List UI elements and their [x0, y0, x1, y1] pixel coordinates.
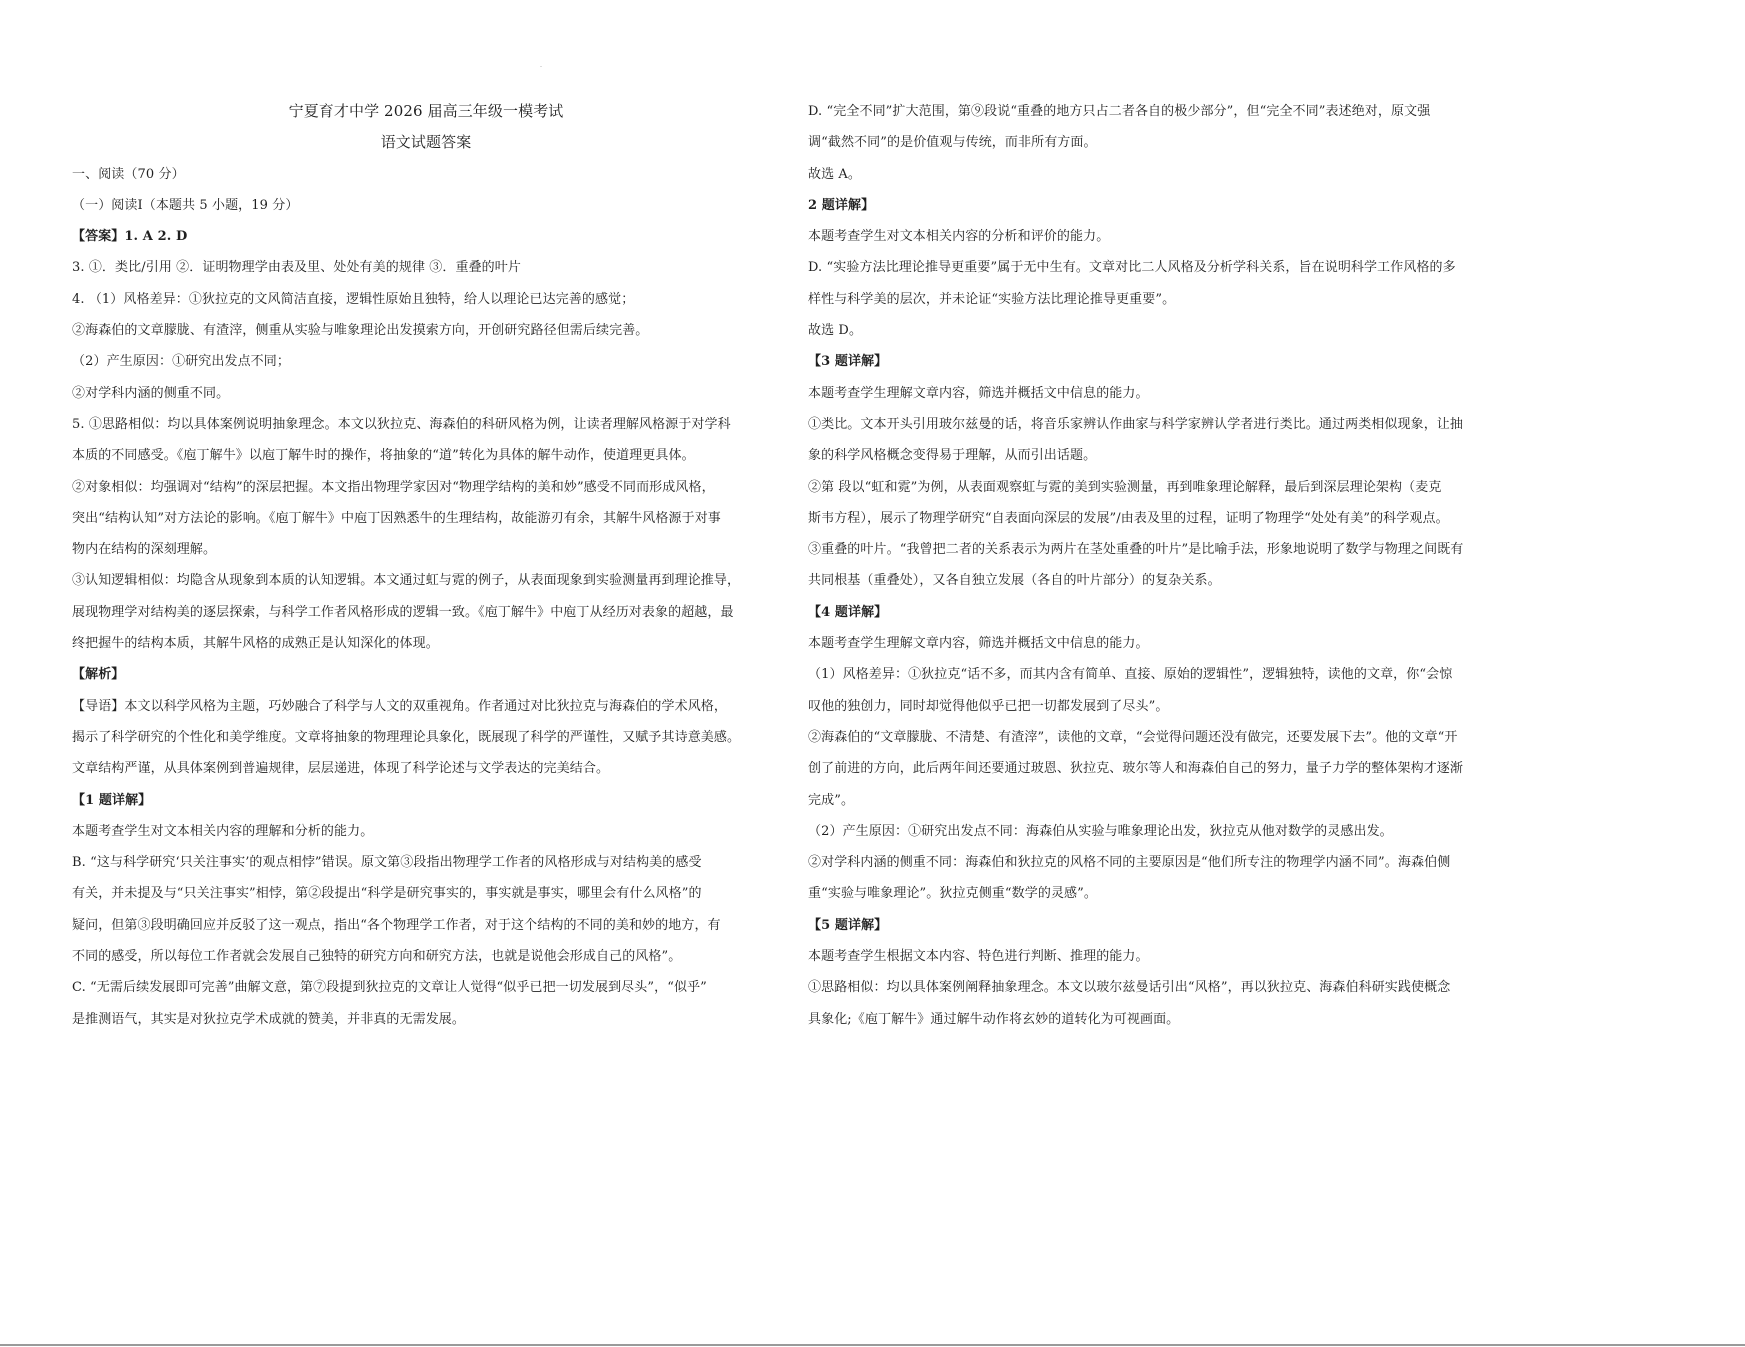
text-line: ②海森伯的文章朦胧、有渣滓，侧重从实验与唯象理论出发摸索方向，开创研究路径但需后续完善。	[72, 323, 649, 339]
text-line: 本质的不同感受。《庖丁解牛》以庖丁解牛时的操作，将抽象的“道”转化为具体的解牛动作，使道理更具体。	[72, 448, 695, 464]
text-line: （2）产生原因：①研究出发点不同：海森伯从实验与唯象理论出发，狄拉克从他对数学的灵感出发。	[808, 823, 1393, 839]
text-line: ②海森伯的“文章朦胧、不清楚、有渣滓”，读他的文章，“会觉得问题还没有做完，还要发展下去”。他的文章“开	[808, 729, 1458, 745]
text-line: ③重叠的叶片。“我曾把二者的关系表示为两片在茎处重叠的叶片”是比喻手法，形象地说明了数学与物理之间既有	[808, 542, 1464, 558]
text-line: 重“实验与唯象理论”。狄拉克侧重“数学的灵感”。	[808, 886, 1097, 902]
left-column	[72, 96, 780, 1035]
text-line: 本题考查学生理解文章内容，筛选并概括文中信息的能力。	[808, 385, 1149, 401]
text-line: ①类比。文本开头引用玻尔兹曼的话，将音乐家辨认作曲家与科学家辨认学者进行类比。通过两类相似现象，让抽	[808, 416, 1464, 432]
text-line: 本题考查学生对文本相关内容的分析和评价的能力。	[808, 229, 1110, 245]
text-line: 创了前进的方向，此后两年间还要通过玻恩、狄拉克、玻尔等人和海森伯自己的努力，量子力学的整体架构才逐渐	[808, 761, 1464, 777]
section-heading: 【解析】	[72, 667, 125, 683]
text-line: 调“截然不同”的是价值观与传统，而非所有方面。	[808, 135, 1097, 151]
text-line: ③认知逻辑相似：均隐含从现象到本质的认知逻辑。本文通过虹与霓的例子，从表面现象到实验测量再到理论推导，	[72, 573, 741, 589]
section-heading: 【1 题详解】	[72, 792, 152, 808]
text-line: 展现物理学对结构美的逐层探索，与科学工作者风格形成的逻辑一致。《庖丁解牛》中庖丁从经历对表象的超越，最	[72, 604, 734, 620]
text-line: 叹他的独创力，同时却觉得他似乎已把一切都发展到了尽头”。	[808, 698, 1169, 714]
text-line: 本题考查学生理解文章内容，筛选并概括文中信息的能力。	[808, 636, 1149, 652]
text-line: 疑问，但第③段明确回应并反驳了这一观点，指出“各个物理学工作者，对于这个结构的不同的美和妙的地方，有	[72, 917, 721, 933]
text-line: ①思路相似：均以具体案例阐释抽象理念。本文以玻尔兹曼话引出“风格”，再以狄拉克、海森伯科研实践使概念	[808, 980, 1451, 996]
right-column	[808, 96, 1518, 1035]
text-line: B. “这与科学研究‘只关注事实’的观点相悖”错误。原文第③段指出物理学工作者的风格形成与对结构美的感受	[72, 855, 702, 871]
text-line: 样性与科学美的层次，并未论证“实验方法比理论推导更重要”。	[808, 291, 1176, 307]
text-line: 故选 D。	[808, 323, 863, 339]
text-line: D. “实验方法比理论推导更重要”属于无中生有。文章对比二人风格及分析学科关系，旨在说明科学工作风格的多	[808, 260, 1456, 276]
scan-speck	[540, 66, 542, 67]
text-line: 4. （1）风格差异：①狄拉克的文风简洁直接，逻辑性原始且独特，给人以理论已达完善的感觉；	[72, 291, 635, 307]
text-line: ②第 段以“虹和霓”为例，从表面观察虹与霓的美到实验测量，再到唯象理论解释，最后到深层理论架构（麦克	[808, 479, 1442, 495]
text-line: 物内在结构的深刻理解。	[72, 542, 217, 558]
text-line: 是推测语气，其实是对狄拉克学术成就的赞美，并非真的无需发展。	[72, 1011, 466, 1027]
section-heading: 【4 题详解】	[808, 604, 888, 620]
page-title-line: 宁夏育才中学 2026 届高三年级一模考试	[288, 102, 564, 120]
text-line: ②对学科内涵的侧重不同：海森伯和狄拉克的风格不同的主要原因是“他们所专注的物理学内涵不同”。海森伯侧	[808, 855, 1451, 871]
text-line: 具象化;《庖丁解牛》通过解牛动作将玄妙的道转化为可视画面。	[808, 1011, 1180, 1027]
text-line: 斯韦方程），展示了物理学研究“自表面向深层的发展”/由表及里的过程，证明了物理学“处处有美”的科学观点。	[808, 510, 1449, 526]
section-heading: 【3 题详解】	[808, 354, 888, 370]
text-line: （一）阅读Ⅰ（本题共 5 小题，19 分）	[72, 197, 299, 213]
text-line: D. “完全不同”扩大范围，第⑨段说“重叠的地方只占二者各自的极少部分”，但“完全不同”表述绝对，原文强	[808, 104, 1431, 119]
section-heading: 2 题详解】	[808, 197, 875, 213]
text-line: 5. ①思路相似：均以具体案例说明抽象理念。本文以狄拉克、海森伯的科研风格为例，让读者理解风格源于对学科	[72, 416, 731, 432]
page-title-line: 语文试题答案	[380, 133, 472, 152]
text-line: 文章结构严谨，从具体案例到普遍规律，层层递进，体现了科学论述与文学表达的完美结合。	[72, 761, 610, 777]
text-line: 一、阅读（70 分）	[72, 166, 185, 182]
section-heading: 【答案】1. A 2. D	[72, 229, 188, 245]
text-line: （2）产生原因：①研究出发点不同；	[72, 354, 290, 370]
text-line: 完成”。	[808, 792, 855, 808]
text-line: ②对学科内涵的侧重不同。	[72, 385, 230, 401]
text-line: 共同根基（重叠处），又各自独立发展（各自的叶片部分）的复杂关系。	[808, 573, 1221, 589]
text-line: 突出“结构认知”对方法论的影响。《庖丁解牛》中庖丁因熟悉牛的生理结构，故能游刃有余，其解牛风格源于对事	[72, 510, 721, 526]
text-line: 3. ①．类比/引用 ②．证明物理学由表及里、处处有美的规律 ③．重叠的叶片	[72, 260, 521, 276]
text-line: 故选 A。	[808, 166, 862, 182]
page-bottom-border	[0, 1344, 1745, 1346]
text-line: 本题考查学生根据文本内容、特色进行判断、推理的能力。	[808, 949, 1149, 965]
text-line: 【导语】本文以科学风格为主题，巧妙融合了科学与人文的双重视角。作者通过对比狄拉克与海森伯的学术风格，	[72, 698, 728, 714]
text-line: （1）风格差异：①狄拉克“话不多，而其内含有简单、直接、原始的逻辑性”，逻辑独特，读他的文章，你“会惊	[808, 667, 1453, 683]
text-line: 终把握牛的结构本质，其解牛风格的成熟正是认知深化的体现。	[72, 636, 439, 652]
text-line: 不同的感受，所以每位工作者就会发展自己独特的研究方向和研究方法，也就是说他会形成自己的风格”。	[72, 949, 682, 965]
text-line: 有关，并未提及与“只关注事实”相悖，第②段提出“科学是研究事实的，事实就是事实，哪里会有什么风格”的	[72, 886, 702, 902]
section-heading: 【5 题详解】	[808, 917, 888, 933]
text-line: ②对象相似：均强调对“结构”的深层把握。本文指出物理学家因对“物理学结构的美和妙”感受不同而形成风格，	[72, 479, 715, 495]
text-line: 本题考查学生对文本相关内容的理解和分析的能力。	[72, 823, 374, 839]
text-line: 象的科学风格概念变得易于理解，从而引出话题。	[808, 448, 1097, 464]
text-line: 揭示了科学研究的个性化和美学维度。文章将抽象的物理理论具象化，既展现了科学的严谨性，又赋予其诗意美感。	[72, 729, 741, 745]
text-line: C. “无需后续发展即可完善”曲解文意，第⑦段提到狄拉克的文章让人觉得“似乎已把一切发展到尽头”，“似乎”	[72, 980, 707, 996]
